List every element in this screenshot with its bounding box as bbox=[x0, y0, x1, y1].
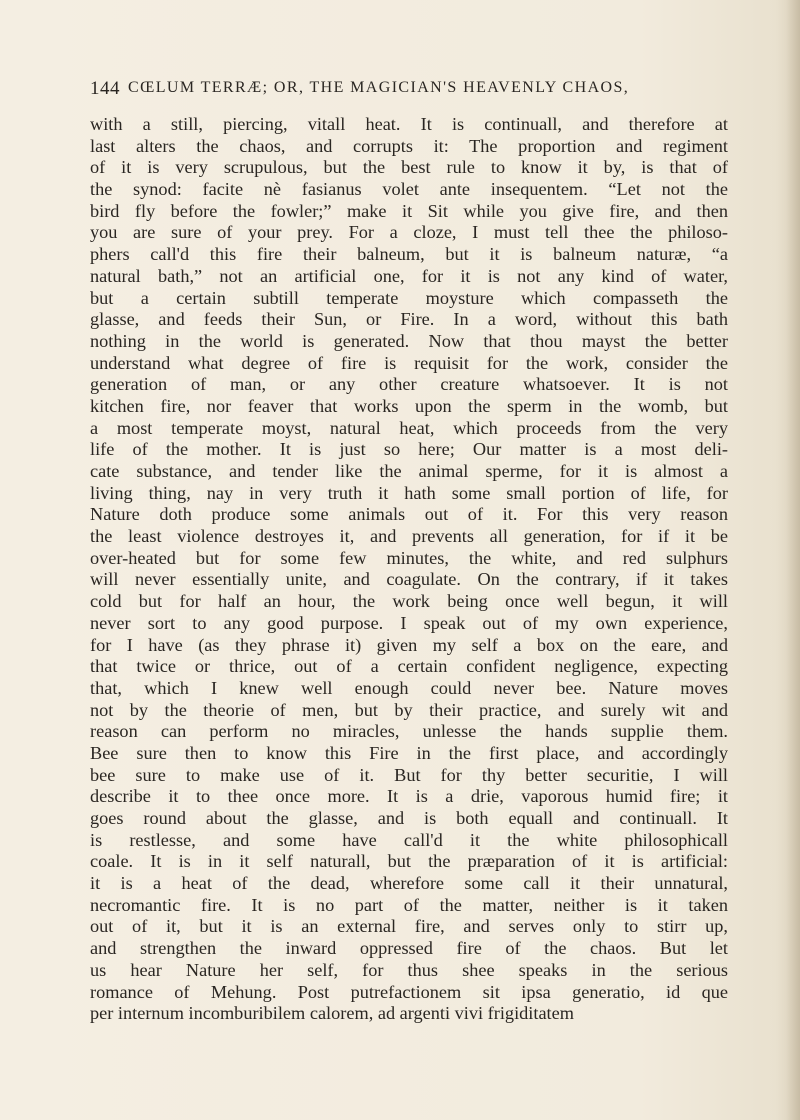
text-line: is restlesse, and some have call'd it the white philosophicall bbox=[90, 829, 728, 850]
text-line: reason can perform no miracles, unlesse the hands supplie them. bbox=[90, 721, 728, 742]
page-number: 144 bbox=[90, 78, 120, 99]
text-line: cate substance, and tender like the animal sperme, for it is almost a bbox=[90, 461, 728, 481]
text-line: will never essentially unite, and coagulate. On the contrary, if it takes bbox=[90, 569, 728, 590]
text-line: it is a heat of the dead, wherefore some call it their unnatural, bbox=[90, 873, 728, 894]
header-title: CŒLUM TERRÆ; OR, THE MAGICIAN'S HEAVENLY CHAOS, bbox=[128, 79, 630, 96]
text-line: bee sure to make use of it. But for thy better securitie, I will bbox=[90, 764, 728, 785]
text-line: out of it, but it is an external fire, and serves only to stirr up, bbox=[90, 916, 728, 937]
text-line: coale. It is in it self naturall, but the præparation of it is artificial: bbox=[90, 851, 728, 872]
text-line: cold but for half an hour, the work being once well begun, it will bbox=[90, 591, 728, 612]
text-line: a most temperate moyst, natural heat, which proceeds from the very bbox=[90, 417, 728, 438]
text-line: you are sure of your prey. For a cloze, I must tell thee the philoso- bbox=[90, 222, 728, 243]
text-line: Nature doth produce some animals out of it. For this very reason bbox=[90, 504, 728, 525]
text-line: for I have (as they phrase it) given my self a box on the eare, and bbox=[90, 634, 728, 655]
text-line: natural bath,” not an artificial one, for it is not any kind of water, bbox=[90, 265, 728, 286]
text-line: life of the mother. It is just so here; Our matter is a most deli- bbox=[90, 439, 728, 460]
text-line: generation of man, or any other creature whatsoever. It is not bbox=[90, 374, 728, 395]
text-line: understand what degree of fire is requisit for the work, consider the bbox=[90, 352, 728, 373]
text-line: the least violence destroyes it, and prevents all generation, for if it be bbox=[90, 526, 728, 547]
text-line: that twice or thrice, out of a certain confident negligence, expecting bbox=[90, 656, 728, 677]
text-line: Bee sure then to know this Fire in the first place, and accordingly bbox=[90, 742, 728, 763]
text-line: kitchen fire, nor feaver that works upon the sperm in the womb, but bbox=[90, 395, 728, 416]
text-line: that, which I knew well enough could never bee. Nature moves bbox=[90, 677, 728, 698]
text-line: glasse, and feeds their Sun, or Fire. In a word, without this bath bbox=[90, 309, 728, 330]
page-edge-shadow bbox=[786, 0, 800, 1120]
text-line: and strengthen the inward oppressed fire of the chaos. But let bbox=[90, 938, 728, 959]
text-line: bird fly before the fowler;” make it Sit while you give fire, and then bbox=[90, 200, 728, 221]
text-line: but a certain subtill temperate moysture which compasseth the bbox=[90, 287, 728, 308]
body-text bbox=[90, 114, 728, 1025]
text-line: describe it to thee once more. It is a drie, vaporous humid fire; it bbox=[90, 786, 728, 807]
text-line: over-heated but for some few minutes, the white, and red sulphurs bbox=[90, 547, 728, 568]
text-line: per internum incomburibilem calorem, ad argenti vivi frigiditatem bbox=[90, 1003, 574, 1024]
text-line: us hear Nature her self, for thus shee speaks in the serious bbox=[90, 959, 728, 980]
text-line: phers call'd this fire their balneum, but it is balneum naturæ, “a bbox=[90, 244, 728, 265]
text-line: nothing in the world is generated. Now that thou mayst the better bbox=[90, 330, 728, 351]
text-line: of it is very scrupulous, but the best rule to know it by, is that of bbox=[90, 157, 728, 178]
text-line: goes round about the glasse, and is both equall and continuall. It bbox=[90, 808, 728, 828]
text-line: the synod: facite nè fasianus volet ante insequentem. “Let not the bbox=[90, 179, 728, 200]
text-line: living thing, nay in very truth it hath some small portion of life, for bbox=[90, 482, 728, 503]
text-line: not by the theorie of men, but by their practice, and surely wit and bbox=[90, 699, 728, 720]
running-head bbox=[90, 78, 730, 108]
text-line: necromantic fire. It is no part of the matter, neither is it taken bbox=[90, 894, 728, 915]
text-line: romance of Mehung. Post putrefactionem sit ipsa generatio, id que bbox=[90, 981, 728, 1002]
text-line: last alters the chaos, and corrupts it: The proportion and regiment bbox=[90, 135, 728, 156]
text-line: never sort to any good purpose. I speak out of my own experience, bbox=[90, 612, 728, 633]
text-line: with a still, piercing, vitall heat. It is continuall, and therefore at bbox=[90, 114, 728, 134]
